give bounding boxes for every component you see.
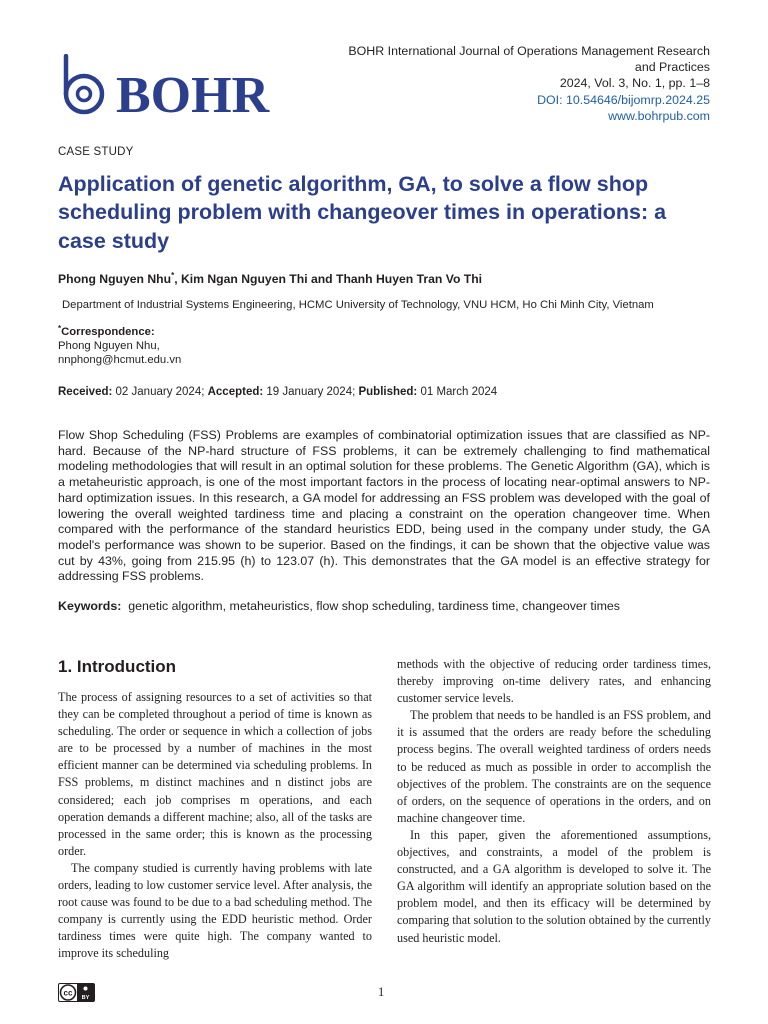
correspondence-email[interactable]: nnphong@hcmut.edu.vn bbox=[58, 353, 182, 366]
correspondence-mark: * bbox=[58, 324, 62, 333]
bohr-logo-mark bbox=[58, 54, 278, 120]
affiliation: Department of Industrial Systems Engineering, HCMC University of Technology, VNU HCM, Ho Chi Minh City, Vietnam bbox=[62, 299, 654, 311]
intro-paragraph-2: The company studied is currently having problems with late orders, leading to low customer service level. After analysis, the root cause was found to be due to a bad scheduling method. The company is currently using the EDD heuristic method. Order tardiness times were quite high. The company wanted to improve its scheduling bbox=[58, 860, 372, 961]
intro-paragraph-1: The process of assigning resources to a set of activities so that they can be completed throughout a period of time is known as scheduling. The order or sequence in which a collection of jobs are to be processed by a number of machines in the most efficient manner can be determined via scheduling problems. In FSS problems, m distinct machines and n distinct jobs are considered; each job comprises m operations, and each operation demands a different machine; also, all of the tasks are processed in the same order; this is known as the processing order. bbox=[58, 690, 372, 858]
correspondence-name: Phong Nguyen Nhu, bbox=[58, 339, 160, 352]
paper-title: Application of genetic algorithm, GA, to solve a flow shop scheduling problem with changeover times in operations: a case study bbox=[58, 172, 667, 253]
doi-link[interactable]: DOI: 10.54646/bijomrp.2024.25 bbox=[537, 92, 710, 107]
logo-wordmark: BOHR bbox=[116, 67, 270, 120]
other-authors: , Kim Ngan Nguyen Thi and Thanh Huyen Tran Vo Thi bbox=[174, 272, 483, 286]
intro-paragraph-2-cont: methods with the objective of reducing order tardiness times, thereby improving on-time delivery rates, and enhancing customer service levels. bbox=[397, 657, 711, 706]
corresponding-mark: * bbox=[171, 271, 175, 280]
publication-dates bbox=[58, 386, 497, 398]
author-1: Phong Nguyen Nhu bbox=[58, 272, 172, 286]
keywords-label: Keywords: bbox=[58, 599, 122, 613]
author-list bbox=[58, 271, 482, 286]
keywords bbox=[58, 599, 718, 613]
cc-text: cc bbox=[63, 988, 73, 998]
cc-license-icon[interactable] bbox=[58, 983, 95, 1002]
intro-paragraph-3: The problem that needs to be handled is an FSS problem, and it is assumed that the orders are ready before the scheduling process begins. The overall weighted tardiness of orders needs to be reduced as much as possible in order to accomplish the objectives of the problem. The constraints are on the sequence of orders, on the sequence of operations in the orders, and on machine changeover time. bbox=[397, 708, 711, 825]
accepted-label: Accepted: bbox=[207, 386, 264, 398]
body-column-left bbox=[58, 656, 372, 963]
bohr-logo bbox=[58, 54, 278, 120]
journal-name-line1: BOHR International Journal of Operations Management Research bbox=[348, 44, 710, 58]
correspondence-block bbox=[58, 322, 181, 367]
section-label: CASE STUDY bbox=[58, 146, 134, 158]
journal-info bbox=[290, 43, 710, 124]
correspondence-label: Correspondence: bbox=[61, 326, 155, 338]
keywords-text: genetic algorithm, metaheuristics, flow shop scheduling, tardiness time, changeover times bbox=[128, 599, 620, 613]
intro-paragraph-4: In this paper, given the aforementioned assumptions, objectives, and constraints, a model of the problem is constructed, and a GA algorithm is developed to solve it. The GA algorithm will identify an appropriate solution based on the problem model, and then its efficacy will be determined by comparing that solution to the solution obtained by the currently used heuristic model. bbox=[397, 827, 711, 945]
body-column-right bbox=[397, 656, 711, 947]
journal-volume: 2024, Vol. 3, No. 1, pp. 1–8 bbox=[559, 76, 710, 91]
abstract: Flow Shop Scheduling (FSS) Problems are examples of combinatorial optimization issues that are classified as NP-hard. Because of the NP-hard structure of FSS problems, it can be extremely challenging to find mathematical modeling methodologies that will result in an optimal solution for these problems. The Genetic Algorithm (GA), which is a metaheuristic approach, is one of the most important factors in the process of locating near-optimal answers to NP-hard optimization issues. In this research, a GA model for addressing an FSS problem was developed with the goal of lowering the overall weighted tardiness time and placing a constraint on the operation changeover time. When compared with the performance of the standard heuristics EDD, being used in the company under study, the GA model's performance was shown to be superior. Based on the findings, it can be shown that the objective value was cut by 43%, going from 215.95 (h) to 123.07 (h). This demonstrates that the GA model is an effective strategy for addressing FSS problems. bbox=[58, 428, 710, 584]
journal-name-line2: and Practices bbox=[634, 60, 710, 75]
page-number: 1 bbox=[378, 985, 385, 999]
published-date: 01 March 2024 bbox=[417, 386, 498, 398]
received-label: Received: bbox=[58, 386, 113, 398]
published-label: Published: bbox=[358, 386, 418, 398]
by-text: BY bbox=[81, 995, 90, 1001]
cc-by-badge-icon bbox=[58, 983, 95, 1002]
website-link[interactable]: www.bohrpub.com bbox=[608, 108, 710, 123]
section-heading-introduction: 1. Introduction bbox=[58, 657, 177, 676]
accepted-date: 19 January 2024; bbox=[263, 386, 359, 398]
received-date: 02 January 2024; bbox=[112, 386, 208, 398]
